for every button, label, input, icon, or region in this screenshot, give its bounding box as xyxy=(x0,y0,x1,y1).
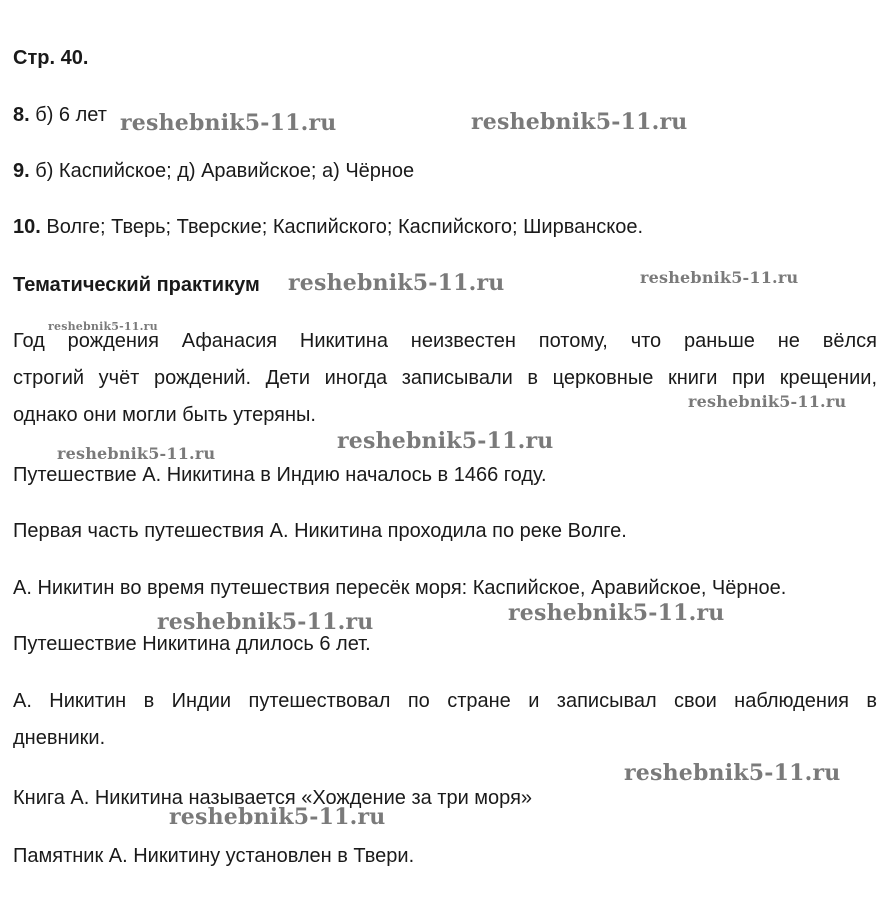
page-header: Стр. 40. xyxy=(13,47,89,69)
answer-10 xyxy=(13,215,643,239)
answer-text: б) Каспийское; д) Аравийское; а) Чёрное xyxy=(29,160,415,182)
watermark: reshebnik5-11.ru xyxy=(288,270,505,296)
paragraph-india xyxy=(13,683,877,757)
watermark: reshebnik5-11.ru xyxy=(640,268,799,287)
answer-text: б) 6 лет xyxy=(29,104,107,126)
watermark: reshebnik5-11.ru xyxy=(169,804,386,830)
watermark: reshebnik5-11.ru xyxy=(337,428,554,454)
paragraph-birth-year xyxy=(13,323,877,434)
watermark: reshebnik5-11.ru xyxy=(57,444,216,463)
sentence-book-title: Книга А. Никитина называется «Хождение за три моря» xyxy=(13,787,533,809)
paragraph-line: строгий учёт рождений. Дети иногда записывали в церковные книги при крещении, xyxy=(13,367,877,389)
watermark: reshebnik5-11.ru xyxy=(48,320,158,333)
sentence-duration: Путешествие Никитина длилось 6 лет. xyxy=(13,633,371,655)
section-title: Тематический практикум xyxy=(13,274,260,296)
watermark: reshebnik5-11.ru xyxy=(624,760,841,786)
watermark: reshebnik5-11.ru xyxy=(120,110,337,136)
watermark: reshebnik5-11.ru xyxy=(471,109,688,135)
sentence-seas: А. Никитин во время путешествия пересёк моря: Каспийское, Аравийское, Чёрное. xyxy=(13,577,787,599)
paragraph-line: однако они могли быть утеряны. xyxy=(13,404,316,426)
paragraph-line: Год рождения Афанасия Никитина неизвестен потому, что раньше не вёлся xyxy=(13,330,877,352)
watermark: reshebnik5-11.ru xyxy=(688,392,847,411)
paragraph-line: А. Никитин в Индии путешествовал по стране и записывал свои наблюдения в xyxy=(13,690,877,712)
sentence-journey-start: Путешествие А. Никитина в Индию началось в 1466 году. xyxy=(13,464,547,486)
watermark: reshebnik5-11.ru xyxy=(157,609,374,635)
watermark: reshebnik5-11.ru xyxy=(508,600,725,626)
sentence-monument: Памятник А. Никитину установлен в Твери. xyxy=(13,845,415,867)
answer-number: 8. xyxy=(13,104,30,126)
answer-text: Волге; Тверь; Тверские; Каспийского; Каспийского; Ширванское. xyxy=(40,216,644,238)
answer-8 xyxy=(13,103,107,127)
paragraph-line: дневники. xyxy=(13,727,106,749)
answer-number: 10. xyxy=(13,216,41,238)
sentence-volga: Первая часть путешествия А. Никитина проходила по реке Волге. xyxy=(13,520,627,542)
answer-number: 9. xyxy=(13,160,30,182)
answer-9 xyxy=(13,159,414,183)
